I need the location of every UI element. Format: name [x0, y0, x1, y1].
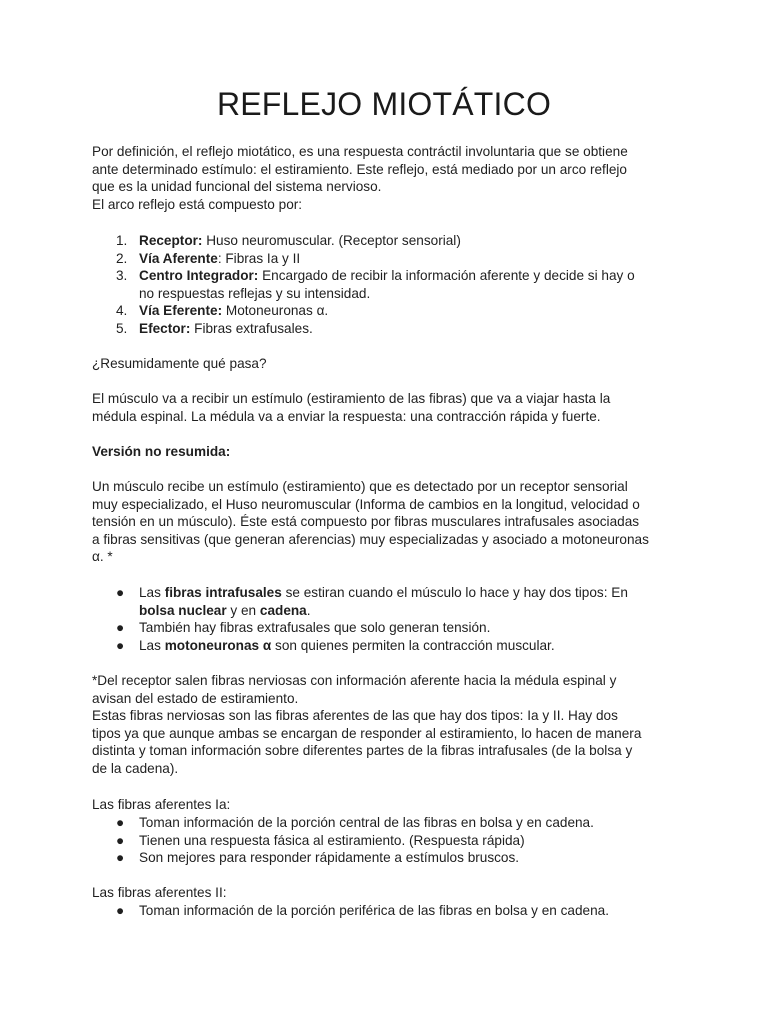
list-item: [92, 849, 692, 867]
list-number: 4.: [116, 303, 128, 319]
text: También hay fibras extrafusales que solo generan tensión.: [139, 620, 491, 636]
note-line: tipos ya que aunque ambas se encargan de responder al estiramiento, lo hacen de manera: [92, 725, 642, 741]
list-text: Fibras extrafusales.: [190, 320, 313, 336]
list-item: [92, 832, 692, 850]
bold-term: cadena: [259, 602, 307, 618]
list-term: Vía Eferente:: [139, 303, 223, 319]
note-line: *Del receptor salen fibras nerviosas con información aferente hacia la médula espinal y: [92, 673, 617, 688]
text: son quienes permiten la contracción muscular.: [271, 637, 555, 653]
summary-question: ¿Resumidamente qué pasa?: [92, 356, 267, 371]
note-line: avisan del estado de estiramiento.: [92, 690, 299, 706]
summary-line: El músculo va a recibir un estímulo (estiramiento de las fibras) que va a viajar hasta la: [92, 391, 611, 406]
long-line: tensión en un músculo). Éste está compuesto por fibras musculares intrafusales asociadas: [92, 514, 640, 530]
text: Son mejores para responder rápidamente a estímulos bruscos.: [139, 850, 520, 866]
intro-line: El arco reflejo está compuesto por:: [92, 196, 303, 212]
text: Las: [139, 637, 165, 653]
arc-components-list: [92, 232, 692, 338]
list-text: Encargado de recibir la información aferente y decide si hay o: [258, 268, 635, 284]
text: Toman información de la porción central de las fibras en bolsa y en cadena.: [139, 815, 594, 830]
bullet-icon: ●: [116, 815, 125, 830]
note-line: Estas fibras nerviosas son las fibras aferentes de las que hay dos tipos: Ia y II. Hay dos: [92, 708, 618, 724]
summary-paragraph: [92, 390, 692, 425]
list-item: [92, 902, 692, 920]
long-version-heading: Versión no resumida:: [92, 444, 231, 459]
ia-list: [92, 814, 692, 867]
long-line: muy especializado, el Huso neuromuscular (Informa de cambios en la longitud, velocidad o: [92, 496, 640, 512]
list-text: Huso neuromuscular. (Receptor sensorial): [202, 233, 461, 248]
bold-term: fibras intrafusales: [164, 585, 282, 600]
list-term: Vía Aferente: [139, 250, 218, 266]
bullet-icon: ●: [116, 637, 125, 653]
list-text: : Fibras Ia y II: [217, 250, 301, 266]
list-term: Receptor:: [139, 233, 203, 248]
long-version-paragraph: [92, 478, 692, 566]
list-item: [92, 320, 692, 338]
bullet-icon: ●: [116, 620, 125, 636]
text: se estiran cuando el músculo lo hace y hay dos tipos: En: [281, 585, 628, 600]
list-item: [92, 250, 692, 268]
ii-heading: Las fibras aferentes II:: [92, 885, 227, 900]
summary-line: médula espinal. La médula va a enviar la respuesta: una contracción rápida y fuerte.: [92, 408, 601, 424]
list-item: [92, 584, 692, 619]
bold-term: bolsa nuclear: [139, 602, 227, 618]
long-line: α. *: [92, 549, 113, 565]
bullet-icon: ●: [116, 903, 125, 918]
intro-line: que es la unidad funcional del sistema nervioso.: [92, 179, 382, 195]
list-item: [92, 232, 692, 250]
long-version-heading-wrap: [92, 443, 692, 461]
intro-line: ante determinado estímulo: el estiramiento. Este reflejo, está mediado por un arco reflejo: [92, 161, 627, 177]
bullet-icon: ●: [116, 850, 125, 866]
note-paragraph: [92, 672, 692, 778]
bullet-icon: ●: [116, 832, 125, 848]
list-item: [92, 619, 692, 637]
note-line: de la cadena).: [92, 760, 179, 776]
list-text: Motoneuronas α.: [222, 303, 329, 319]
text: y en: [226, 602, 260, 618]
long-line: a fibras sensitivas (que generan aferencias) muy especializadas y asociado a motoneuronas: [92, 531, 649, 547]
text: Toman información de la porción periférica de las fibras en bolsa y en cadena.: [139, 903, 610, 918]
text: Tienen una respuesta fásica al estiramiento. (Respuesta rápida): [139, 832, 525, 848]
intro-line: Por definición, el reflejo miotático, es una respuesta contráctil involuntaria que se obtiene: [92, 144, 628, 159]
note-line: distinta y toman información sobre diferentes partes de la fibras intrafusales (de la bolsa y: [92, 743, 633, 759]
list-item: [92, 302, 692, 320]
document-title: REFLEJO MIOTÁTICO: [216, 86, 552, 122]
intro-paragraph: [92, 143, 692, 213]
list-number: 3.: [116, 268, 128, 284]
list-number: 1.: [116, 233, 128, 248]
list-text-continuation: no respuestas reflejas y su intensidad.: [139, 285, 371, 301]
list-number: 2.: [116, 250, 128, 266]
list-term: Centro Integrador:: [139, 268, 259, 284]
text: Las: [139, 585, 165, 600]
fibers-list: [92, 584, 692, 654]
list-number: 5.: [116, 320, 128, 336]
list-item: [92, 637, 692, 655]
ii-list: [92, 902, 692, 920]
long-line: Un músculo recibe un estímulo (estiramiento) que es detectado por un receptor sensorial: [92, 479, 628, 494]
bold-term: motoneuronas α: [164, 637, 272, 653]
ia-heading: Las fibras aferentes Ia:: [92, 797, 231, 812]
list-item: [92, 814, 692, 832]
bullet-icon: ●: [116, 585, 125, 600]
text: .: [306, 602, 311, 618]
list-term: Efector:: [139, 320, 191, 336]
list-item: [92, 267, 692, 302]
